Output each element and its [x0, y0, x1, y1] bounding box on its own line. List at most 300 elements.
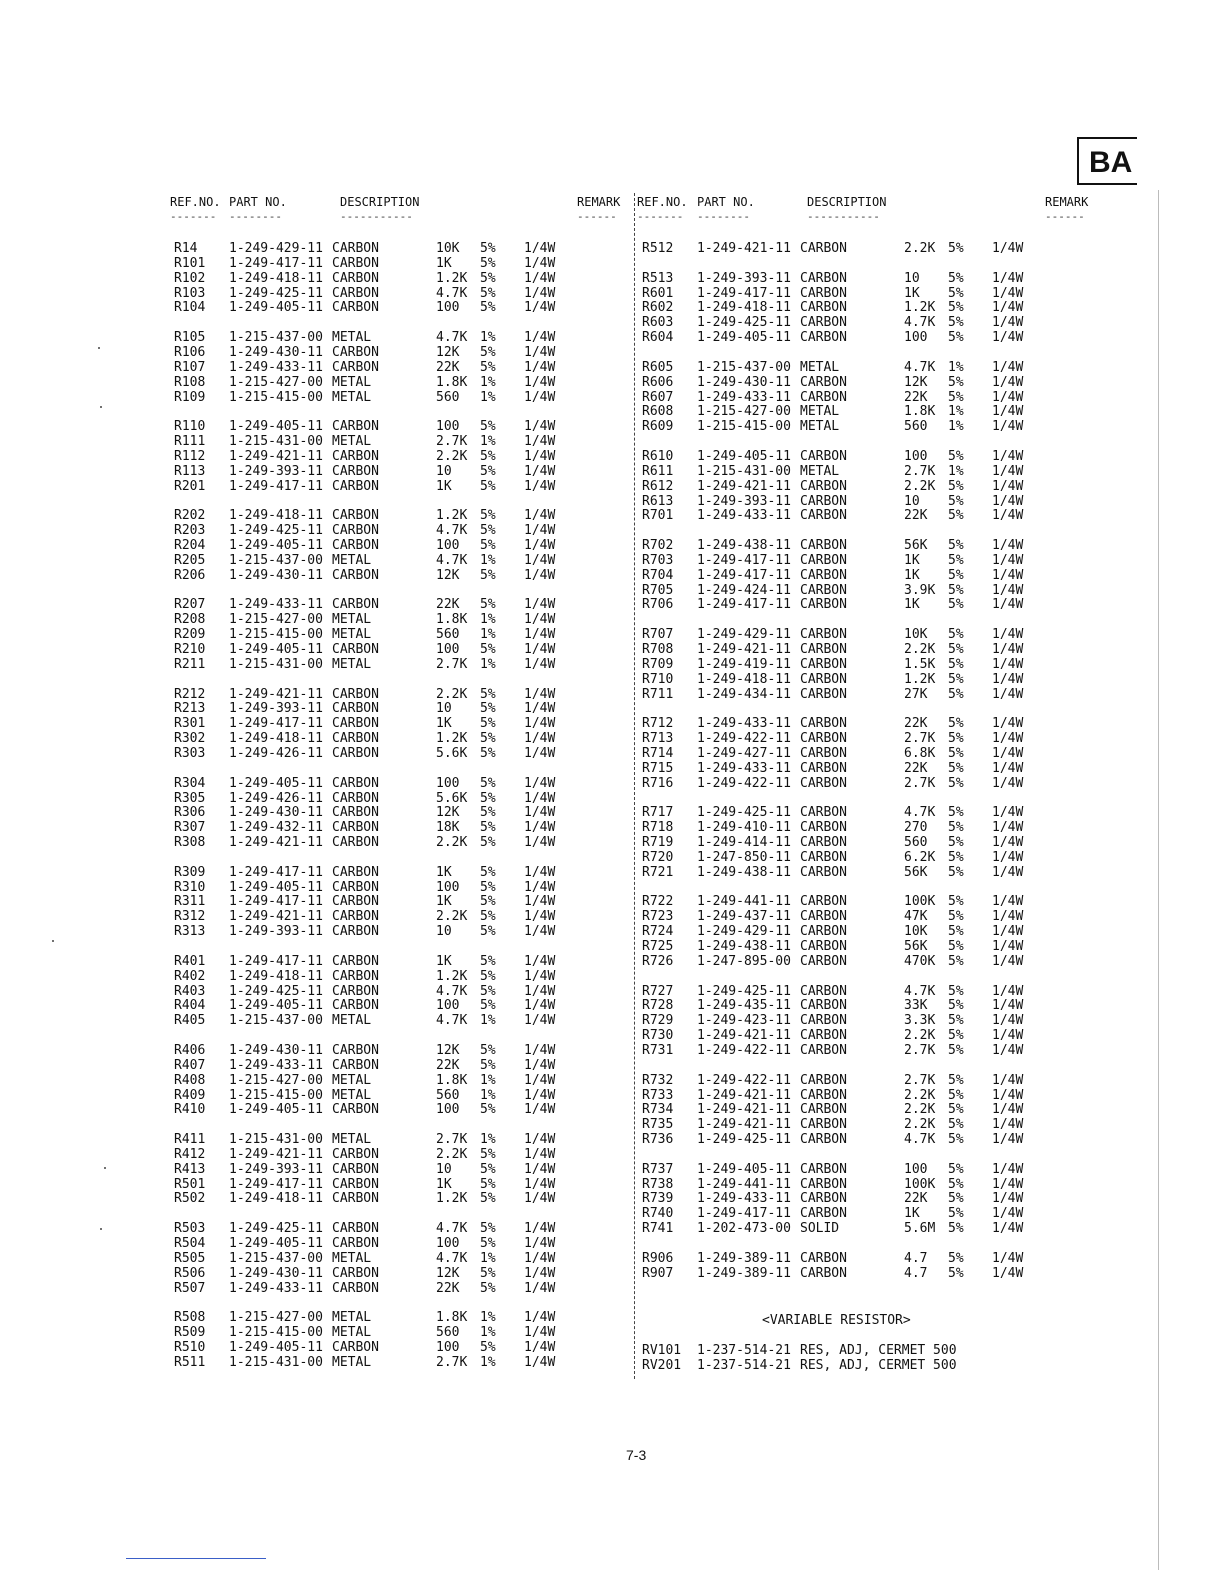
- wattage: 1/4W: [992, 1072, 1024, 1088]
- wattage: 1/4W: [524, 330, 556, 346]
- ref-no: R721: [642, 864, 674, 880]
- ref-no: R304: [174, 775, 206, 791]
- description: CARBON: [800, 924, 847, 940]
- left-dash-remark: ------: [577, 210, 617, 223]
- value: 22K: [904, 760, 928, 776]
- description: CARBON: [800, 538, 847, 553]
- ref-no: R708: [642, 642, 674, 657]
- ref-no: R104: [174, 300, 206, 316]
- tolerance: 5%: [480, 790, 496, 806]
- part-no: 1-249-430-11: [229, 1265, 323, 1281]
- tolerance: 1%: [480, 1325, 496, 1340]
- part-no: 1-249-429-11: [229, 241, 323, 256]
- ref-no: R732: [642, 1072, 674, 1088]
- tolerance: 1%: [480, 1087, 496, 1103]
- part-no: 1-249-405-11: [229, 1102, 323, 1118]
- value: 10: [436, 924, 452, 940]
- part-no: 1-249-422-11: [697, 1042, 791, 1058]
- tolerance: 5%: [948, 1028, 964, 1044]
- value: 2.7K: [904, 463, 936, 479]
- description: CARBON: [332, 835, 379, 850]
- tolerance: 5%: [948, 315, 964, 331]
- value: 1K: [904, 285, 920, 301]
- part-no: 1-215-437-00: [229, 1013, 323, 1029]
- value: 1K: [904, 552, 920, 568]
- tolerance: 5%: [948, 924, 964, 940]
- wattage: 1/4W: [992, 924, 1024, 940]
- part-no: 1-249-430-11: [697, 374, 791, 390]
- part-no: 1-249-424-11: [697, 582, 791, 598]
- right-header-desc: DESCRIPTION: [807, 195, 887, 209]
- ref-no: R404: [174, 998, 206, 1014]
- description: CARBON: [332, 478, 379, 494]
- ref-no: R412: [174, 1146, 206, 1162]
- ref-no: R212: [174, 686, 206, 702]
- value: 560: [436, 1325, 460, 1340]
- tolerance: 5%: [480, 1235, 496, 1251]
- value: 22K: [436, 359, 460, 375]
- tolerance: 5%: [480, 1042, 496, 1058]
- ref-no: R403: [174, 983, 206, 999]
- ref-no: R510: [174, 1339, 206, 1355]
- wattage: 1/4W: [992, 953, 1024, 969]
- description: CARBON: [800, 627, 847, 643]
- tolerance: 5%: [948, 300, 964, 316]
- ref-no: R609: [642, 419, 674, 435]
- value: 1K: [436, 953, 452, 969]
- tolerance: 5%: [948, 716, 964, 732]
- ref-no: R110: [174, 419, 206, 435]
- part-no: 1-249-421-11: [697, 1102, 791, 1118]
- tolerance: 5%: [948, 597, 964, 613]
- ref-no: R303: [174, 745, 206, 761]
- wattage: 1/4W: [992, 760, 1024, 776]
- tolerance: 5%: [948, 656, 964, 672]
- part-no: 1-249-405-11: [229, 538, 323, 553]
- tolerance: 5%: [948, 478, 964, 494]
- description: CARBON: [800, 552, 847, 568]
- wattage: 1/4W: [992, 582, 1024, 598]
- description: CARBON: [332, 1161, 379, 1177]
- tolerance: 5%: [480, 775, 496, 791]
- description: METAL: [332, 1072, 372, 1088]
- wattage: 1/4W: [992, 448, 1024, 464]
- wattage: 1/4W: [524, 983, 556, 999]
- wattage: 1/4W: [992, 894, 1024, 910]
- value: 5.6K: [436, 790, 468, 806]
- value: 12K: [436, 1042, 460, 1058]
- description: CARBON: [332, 686, 379, 702]
- scan-edge-line: [1158, 190, 1159, 1570]
- description: CARBON: [800, 1102, 847, 1118]
- ref-no: R711: [642, 686, 674, 702]
- part-no: 1-249-430-11: [229, 1042, 323, 1058]
- tolerance: 5%: [948, 1250, 964, 1266]
- value: 1.8K: [904, 404, 936, 420]
- wattage: 1/4W: [992, 478, 1024, 494]
- part-no: 1-249-405-11: [229, 300, 323, 316]
- value: 2.2K: [436, 835, 468, 850]
- wattage: 1/4W: [524, 1191, 556, 1207]
- part-no: 1-249-418-11: [229, 968, 323, 984]
- left-dash-ref: -------: [170, 210, 217, 223]
- part-no: 1-249-425-11: [229, 1221, 323, 1237]
- tolerance: 5%: [948, 1221, 964, 1237]
- ref-no: R107: [174, 359, 206, 375]
- ref-no: R728: [642, 998, 674, 1014]
- part-no: 1-249-389-11: [697, 1265, 791, 1281]
- wattage: 1/4W: [524, 1087, 556, 1103]
- description: CARBON: [332, 820, 379, 836]
- ref-no: R311: [174, 894, 206, 910]
- wattage: 1/4W: [524, 300, 556, 316]
- ref-no: R508: [174, 1310, 206, 1326]
- description: CARBON: [800, 1206, 847, 1222]
- description: METAL: [800, 463, 840, 479]
- description: CARBON: [332, 255, 379, 271]
- tolerance: 5%: [948, 820, 964, 836]
- description: CARBON: [800, 493, 847, 509]
- wattage: 1/4W: [992, 1042, 1024, 1058]
- tolerance: 5%: [480, 686, 496, 702]
- part-no: 1-249-433-11: [229, 359, 323, 375]
- ref-no: R105: [174, 330, 206, 346]
- value: 12K: [436, 805, 460, 821]
- wattage: 1/4W: [524, 508, 556, 524]
- value: 1.2K: [436, 968, 468, 984]
- wattage: 1/4W: [992, 849, 1024, 865]
- value: 2.7K: [904, 731, 936, 747]
- tolerance: 5%: [948, 627, 964, 643]
- ref-no: R601: [642, 285, 674, 301]
- description: CARBON: [800, 478, 847, 494]
- value: 4.7K: [436, 1250, 468, 1266]
- description: METAL: [332, 1354, 372, 1370]
- wattage: 1/4W: [992, 1013, 1024, 1029]
- wattage: 1/4W: [992, 1176, 1024, 1192]
- part-no: 1-249-417-11: [229, 255, 323, 271]
- part-no: 1-249-425-11: [229, 983, 323, 999]
- tolerance: 5%: [948, 1206, 964, 1222]
- description: CARBON: [800, 1028, 847, 1044]
- ref-no: R313: [174, 924, 206, 940]
- value: 100: [436, 300, 460, 316]
- value: 1.2K: [904, 671, 936, 687]
- value: 12K: [436, 567, 460, 583]
- wattage: 1/4W: [992, 493, 1024, 509]
- value: 1.2K: [904, 300, 936, 316]
- ref-no: R206: [174, 567, 206, 583]
- tolerance: 5%: [948, 1117, 964, 1133]
- value: 4.7K: [904, 315, 936, 331]
- wattage: 1/4W: [524, 374, 556, 390]
- ref-no: R305: [174, 790, 206, 806]
- tolerance: 5%: [480, 255, 496, 271]
- wattage: 1/4W: [992, 241, 1024, 256]
- value: 1K: [904, 1206, 920, 1222]
- wattage: 1/4W: [524, 345, 556, 360]
- part-no: 1-249-421-11: [697, 1028, 791, 1044]
- wattage: 1/4W: [524, 359, 556, 375]
- wattage: 1/4W: [992, 419, 1024, 435]
- tolerance: 5%: [480, 567, 496, 583]
- tolerance: 5%: [480, 968, 496, 984]
- left-header-ref: REF.NO.: [170, 195, 221, 209]
- tolerance: 1%: [948, 463, 964, 479]
- description: CARBON: [332, 523, 379, 539]
- ref-no: R738: [642, 1176, 674, 1192]
- ref-no: R613: [642, 493, 674, 509]
- value: 33K: [904, 998, 928, 1014]
- value: 1.2K: [436, 508, 468, 524]
- value: 3.3K: [904, 1013, 936, 1029]
- ref-no: R201: [174, 478, 206, 494]
- ref-no: R710: [642, 671, 674, 687]
- part-no: 1-249-421-11: [229, 686, 323, 702]
- value: 56K: [904, 538, 928, 553]
- tolerance: 5%: [948, 642, 964, 657]
- ref-no: R718: [642, 820, 674, 836]
- wattage: 1/4W: [524, 686, 556, 702]
- ref-no: R309: [174, 864, 206, 880]
- description: CARBON: [332, 419, 379, 435]
- ref-no: R737: [642, 1161, 674, 1177]
- wattage: 1/4W: [992, 627, 1024, 643]
- wattage: 1/4W: [524, 820, 556, 836]
- description: CARBON: [332, 968, 379, 984]
- ref-no: R208: [174, 612, 206, 628]
- part-no: 1-215-415-00: [697, 419, 791, 435]
- value: 560: [436, 1087, 460, 1103]
- tolerance: 1%: [948, 404, 964, 420]
- wattage: 1/4W: [992, 1028, 1024, 1044]
- tolerance: 5%: [948, 849, 964, 865]
- ref-no: R413: [174, 1161, 206, 1177]
- variable-resistor-heading: <VARIABLE RESISTOR>: [762, 1313, 911, 1328]
- part-no: 1-249-430-11: [229, 345, 323, 360]
- part-no: 1-249-393-11: [229, 924, 323, 940]
- wattage: 1/4W: [524, 567, 556, 583]
- wattage: 1/4W: [524, 701, 556, 717]
- ref-no: R513: [642, 270, 674, 286]
- ref-no: R509: [174, 1325, 206, 1340]
- description: RES, ADJ, CERMET 500: [800, 1357, 957, 1373]
- value: 22K: [904, 389, 928, 405]
- right-dash-part: --------: [697, 210, 750, 223]
- description: CARBON: [332, 1221, 379, 1237]
- wattage: 1/4W: [524, 864, 556, 880]
- scan-speck: [52, 940, 54, 942]
- ref-no: R103: [174, 285, 206, 301]
- description: METAL: [332, 1087, 372, 1103]
- ref-no: R204: [174, 538, 206, 553]
- part-no: 1-249-417-11: [229, 953, 323, 969]
- tolerance: 5%: [948, 1176, 964, 1192]
- tolerance: 5%: [480, 1221, 496, 1237]
- description: CARBON: [332, 701, 379, 717]
- wattage: 1/4W: [992, 359, 1024, 375]
- value: 4.7K: [436, 983, 468, 999]
- tolerance: 5%: [948, 998, 964, 1014]
- ref-no: R101: [174, 255, 206, 271]
- ref-no: R512: [642, 241, 674, 256]
- wattage: 1/4W: [524, 1161, 556, 1177]
- ref-no: R605: [642, 359, 674, 375]
- part-no: 1-249-393-11: [697, 270, 791, 286]
- description: CARBON: [800, 983, 847, 999]
- description: METAL: [332, 1250, 372, 1266]
- ref-no: R907: [642, 1265, 674, 1281]
- description: CARBON: [800, 270, 847, 286]
- part-no: 1-215-437-00: [697, 359, 791, 375]
- description: CARBON: [800, 864, 847, 880]
- wattage: 1/4W: [524, 419, 556, 435]
- value: 4.7K: [904, 805, 936, 821]
- wattage: 1/4W: [524, 612, 556, 628]
- tolerance: 1%: [480, 1072, 496, 1088]
- wattage: 1/4W: [524, 1042, 556, 1058]
- ref-no: R310: [174, 879, 206, 895]
- value: 27K: [904, 686, 928, 702]
- tolerance: 5%: [948, 983, 964, 999]
- wattage: 1/4W: [992, 404, 1024, 420]
- description: CARBON: [332, 879, 379, 895]
- wattage: 1/4W: [992, 463, 1024, 479]
- wattage: 1/4W: [524, 1072, 556, 1088]
- description: CARBON: [800, 820, 847, 836]
- part-no: 1-215-437-00: [229, 552, 323, 568]
- tolerance: 5%: [948, 671, 964, 687]
- part-no: 1-249-432-11: [229, 820, 323, 836]
- value: 100: [436, 1339, 460, 1355]
- part-no: 1-215-431-00: [697, 463, 791, 479]
- value: 12K: [436, 1265, 460, 1281]
- tolerance: 5%: [948, 894, 964, 910]
- description: METAL: [332, 1132, 372, 1147]
- description: CARBON: [800, 686, 847, 702]
- value: 1K: [904, 567, 920, 583]
- ref-no: R210: [174, 642, 206, 657]
- tolerance: 5%: [948, 909, 964, 925]
- tolerance: 1%: [480, 612, 496, 628]
- wattage: 1/4W: [992, 909, 1024, 925]
- part-no: 1-249-417-11: [697, 552, 791, 568]
- part-no: 1-249-405-11: [697, 1161, 791, 1177]
- ref-no: R102: [174, 270, 206, 286]
- value: 22K: [436, 597, 460, 613]
- part-no: 1-249-430-11: [229, 567, 323, 583]
- ref-no: R906: [642, 1250, 674, 1266]
- wattage: 1/4W: [992, 1087, 1024, 1103]
- wattage: 1/4W: [992, 671, 1024, 687]
- part-no: 1-249-418-11: [229, 508, 323, 524]
- part-no: 1-249-425-11: [229, 523, 323, 539]
- part-no: 1-249-438-11: [697, 538, 791, 553]
- value: 10: [436, 1161, 452, 1177]
- ref-no: R402: [174, 968, 206, 984]
- value: 100: [904, 448, 928, 464]
- value: 10K: [904, 627, 928, 643]
- tolerance: 5%: [480, 879, 496, 895]
- value: 2.2K: [904, 642, 936, 657]
- ref-no: R714: [642, 745, 674, 761]
- tolerance: 5%: [480, 731, 496, 747]
- wattage: 1/4W: [992, 1250, 1024, 1266]
- description: CARBON: [332, 998, 379, 1014]
- description: METAL: [332, 389, 372, 405]
- part-no: 1-215-437-00: [229, 330, 323, 346]
- tolerance: 5%: [948, 374, 964, 390]
- wattage: 1/4W: [992, 983, 1024, 999]
- ref-no: R701: [642, 508, 674, 524]
- part-no: 1-202-473-00: [697, 1221, 791, 1237]
- scan-speck: [98, 347, 100, 349]
- value: 100: [436, 642, 460, 657]
- ref-no: R611: [642, 463, 674, 479]
- tolerance: 5%: [948, 389, 964, 405]
- description: CARBON: [332, 1280, 379, 1296]
- ref-no: R401: [174, 953, 206, 969]
- part-no: 1-247-895-00: [697, 953, 791, 969]
- left-header-desc: DESCRIPTION: [340, 195, 420, 209]
- wattage: 1/4W: [992, 389, 1024, 405]
- part-no: 1-249-419-11: [697, 656, 791, 672]
- wattage: 1/4W: [524, 835, 556, 850]
- ref-no: R602: [642, 300, 674, 316]
- ref-no: R505: [174, 1250, 206, 1266]
- part-no: 1-249-421-11: [697, 1087, 791, 1103]
- description: CARBON: [332, 894, 379, 910]
- description: CARBON: [800, 745, 847, 761]
- wattage: 1/4W: [992, 300, 1024, 316]
- description: CARBON: [332, 597, 379, 613]
- description: CARBON: [332, 241, 379, 256]
- tolerance: 5%: [480, 998, 496, 1014]
- wattage: 1/4W: [992, 1132, 1024, 1147]
- value: 1.5K: [904, 656, 936, 672]
- part-no: 1-249-418-11: [229, 731, 323, 747]
- value: 1K: [436, 1176, 452, 1192]
- description: METAL: [332, 656, 372, 672]
- value: 3.9K: [904, 582, 936, 598]
- description: CARBON: [800, 849, 847, 865]
- value: 56K: [904, 939, 928, 954]
- wattage: 1/4W: [524, 1176, 556, 1192]
- wattage: 1/4W: [524, 255, 556, 271]
- ref-no: R606: [642, 374, 674, 390]
- description: CARBON: [800, 300, 847, 316]
- wattage: 1/4W: [992, 1161, 1024, 1177]
- value: 1.2K: [436, 731, 468, 747]
- part-no: 1-249-429-11: [697, 627, 791, 643]
- wattage: 1/4W: [992, 1206, 1024, 1222]
- ref-no: R302: [174, 731, 206, 747]
- tolerance: 5%: [480, 1161, 496, 1177]
- ref-no: R213: [174, 701, 206, 717]
- ref-no: R503: [174, 1221, 206, 1237]
- ref-no: R408: [174, 1072, 206, 1088]
- part-no: 1-249-425-11: [229, 285, 323, 301]
- description: CARBON: [800, 1117, 847, 1133]
- description: CARBON: [332, 300, 379, 316]
- description: CARBON: [800, 656, 847, 672]
- part-no: 1-249-421-11: [697, 1117, 791, 1133]
- description: CARBON: [332, 270, 379, 286]
- tolerance: 5%: [480, 523, 496, 539]
- wattage: 1/4W: [524, 538, 556, 553]
- part-no: 1-247-850-11: [697, 849, 791, 865]
- ref-no: R604: [642, 330, 674, 346]
